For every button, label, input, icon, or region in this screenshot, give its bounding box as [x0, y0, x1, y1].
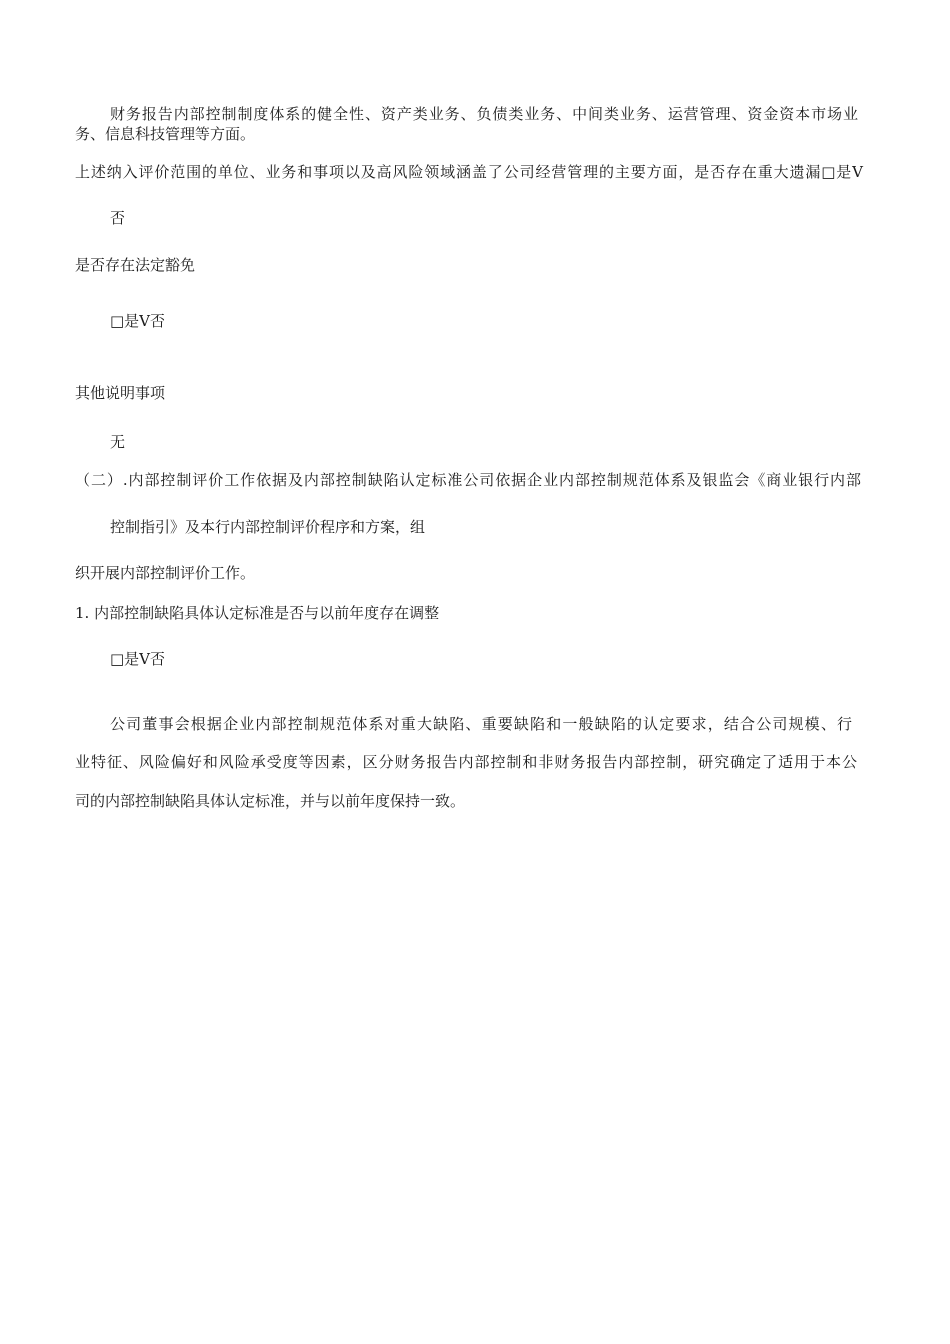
material-omission-option-no: 否 — [110, 209, 126, 227]
exemption-answer: □是V否 — [110, 312, 166, 330]
other-notes-value: 无 — [110, 433, 126, 451]
material-omission-question: 上述纳入评价范围的单位、业务和事项以及高风险领域涵盖了公司经营管理的主要方面，是否存在重大遗漏□是V — [75, 163, 863, 181]
other-notes-title: 其他说明事项 — [75, 384, 166, 402]
final-paragraph-line-2: 业特征、风险偏好和风险承受度等因素，区分财务报告内部控制和非财务报告内部控制，研究确定了适用于本公 — [75, 753, 857, 771]
scope-paragraph-line-1: 财务报告内部控制制度体系的健全性、资产类业务、负债类业务、中间类业务、运营管理、资金资本市场业 — [110, 105, 858, 123]
final-paragraph-line-3: 司的内部控制缺陷具体认定标准，并与以前年度保持一致。 — [75, 792, 466, 810]
section-2-heading-line-1: （二）.内部控制评价工作依据及内部控制缺陷认定标准公司依据企业内部控制规范体系及银监会《商业银行内部 — [75, 471, 861, 489]
section-2-heading-line-2: 控制指引》及本行内部控制评价程序和方案，组 — [110, 518, 426, 536]
exemption-question: 是否存在法定豁免 — [75, 256, 196, 274]
item-1-question: 1. 内部控制缺陷具体认定标准是否与以前年度存在调整 — [75, 604, 440, 622]
section-2-heading-line-3: 织开展内部控制评价工作。 — [75, 564, 256, 582]
item-1-answer: □是V否 — [110, 650, 166, 668]
scope-paragraph-line-2: 务、信息科技管理等方面。 — [75, 125, 256, 143]
final-paragraph-line-1: 公司董事会根据企业内部控制规范体系对重大缺陷、重要缺陷和一般缺陷的认定要求，结合公司规模、行 — [110, 715, 852, 733]
